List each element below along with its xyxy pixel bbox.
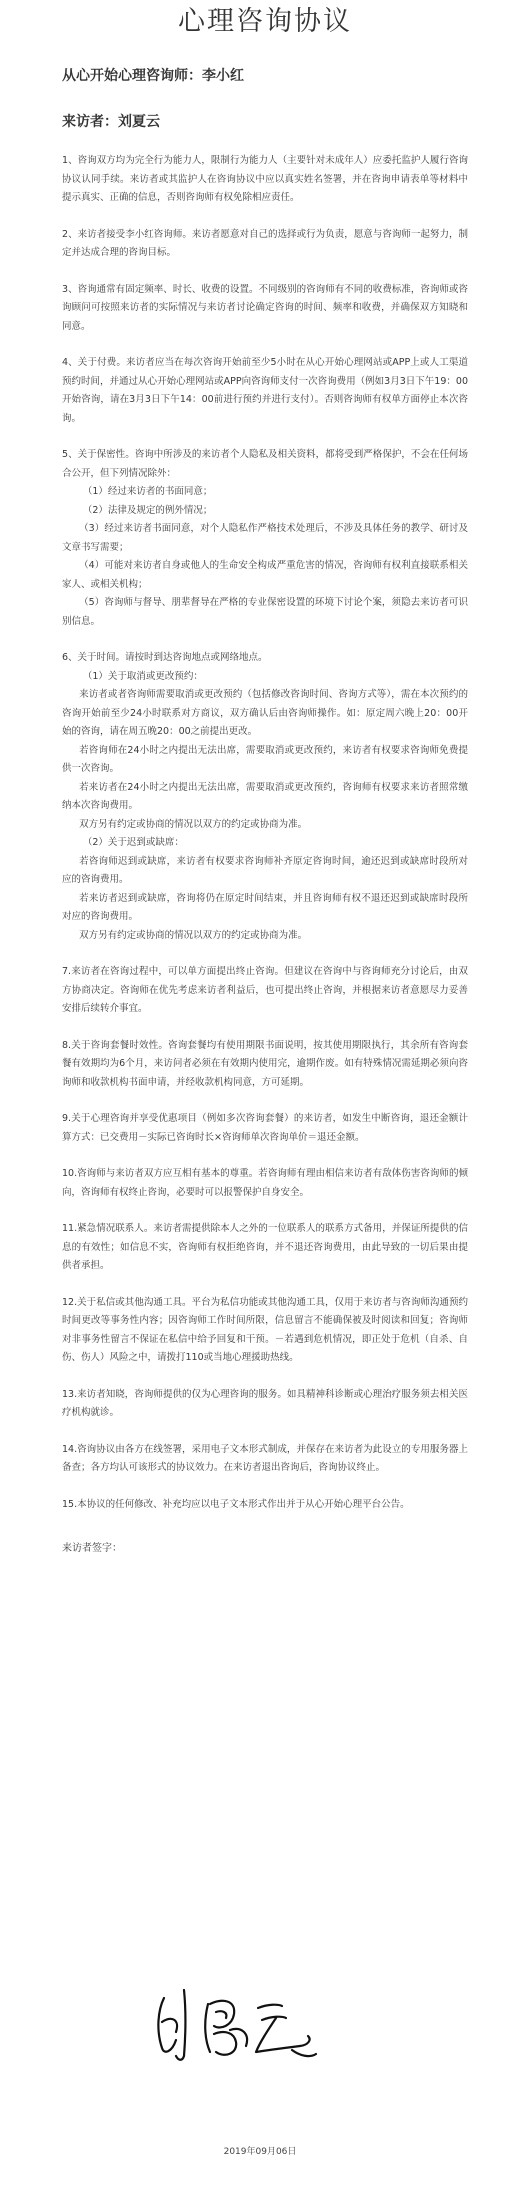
clause-text: 13.来访者知晓，咨询师提供的仅为心理咨询的服务。如具精神科诊断或心理治疗服务须去相关医疗机构就诊。 <box>62 1388 468 1418</box>
visitor-line: 来访者：刘夏云 <box>62 114 160 130</box>
clause-2 <box>62 226 468 263</box>
clause-3 <box>62 281 468 337</box>
sub-item: （4）可能对来访者自身或他人的生命安全构成严重危害的情况，咨询师有权利直接联系相关家人、或相关机构； <box>62 560 468 590</box>
sub-item: （5）咨询师与督导、朋辈督导在严格的专业保密设置的环境下讨论个案，须隐去来访者可识别信息。 <box>62 597 468 627</box>
clause-12 <box>62 1294 468 1368</box>
sub-heading: （2）关于迟到或缺席： <box>82 837 184 848</box>
clause-8 <box>62 1037 468 1093</box>
clause-text: 5、关于保密性。咨询中所涉及的来访者个人隐私及相关资料，都将受到严格保护，不会在任何场合公开，但下列情况除外： <box>62 449 468 479</box>
clause-13 <box>62 1386 468 1423</box>
sub-item: 双方另有约定或协商的情况以双方的约定或协商为准。 <box>79 818 308 830</box>
clause-text: 1、咨询双方均为完全行为能力人，限制行为能力人（主要针对未成年人）应委托监护人履行咨询协议认同手续。来访者或其监护人在咨询协议中应以真实姓名签署，并在咨询申请表单等材料中提示真实、正确的信息，否则咨询师有权免除相应责任。 <box>62 155 468 203</box>
clause-text: 6、关于时间。请按时到达咨询地点或网络地点。 <box>62 652 268 663</box>
clause-10 <box>62 1165 468 1202</box>
clause-15 <box>62 1496 468 1515</box>
page-title: 心理咨询协议 <box>178 6 352 37</box>
sub-item: 若咨询师在24小时之内提出无法出席，需要取消或更改预约，来访者有权要求咨询师免费提供一次咨询。 <box>62 744 468 774</box>
clause-text: 10.咨询师与来访者双方应互相有基本的尊重。若咨询师有理由相信来访者有敌体伤害咨询师的倾向，咨询师有权终止咨询，必要时可以报警保护自身安全。 <box>62 1168 468 1198</box>
clause-5 <box>62 446 468 631</box>
sub-item: 来访者或者咨询师需要取消或更改预约（包括修改咨询时间、咨询方式等），需在本次预约的咨询开始前至少24小时联系对方商议，双方确认后由咨询师操作。如：原定周六晚上20：00开始的咨询，请在周五晚20：00之前提出更改。 <box>62 689 468 737</box>
sub-item: 若来访者在24小时之内提出无法出席，需要取消或更改预约，咨询师有权要求来访者照常缴纳本次咨询费用。 <box>62 781 468 811</box>
clause-text: 12.关于私信或其他沟通工具。平台为私信功能或其他沟通工具，仅用于来访者与咨询师沟通预约时间更改等事务性内容；因咨询师工作时间所限，信息留言不能确保被及时阅读和回复；咨询师对非事务性留言不保证在私信中给予回复和干预。－若遇到危机情况，即正处于危机（自杀、自伤、伤人）风险之中，请拨打110或当地心理援助热线。 <box>62 1296 468 1363</box>
clause-1 <box>62 152 468 208</box>
clause-text: 4、关于付费。来访者应当在每次咨询开始前至少5小时在从心开始心理网站或APP上或人工渠道预约时间，并通过从心开始心理网站或APP向咨询师支付一次咨询费用（例如3月3日下午19：00开始咨询，请在3月3日下午14：00前进行预约并进行支付）。否则咨询师有权单方面停止本次咨询。 <box>62 357 468 424</box>
sub-item: 双方另有约定或协商的情况以双方的约定或协商为准。 <box>79 929 308 941</box>
counselor-line: 从心开始心理咨询师：李小红 <box>62 68 244 84</box>
clause-text: 14.咨询协议由各方在线签署，采用电子文本形式制成，并保存在来访者为此设立的专用服务器上备查；各方均认可该形式的协议效力。在来访者退出咨询后，咨询协议终止。 <box>62 1443 468 1473</box>
clause-14 <box>62 1441 468 1478</box>
handwritten-signature <box>150 1960 320 2070</box>
sub-item: （3）经过来访者书面同意，对个人隐私作严格技术处理后，不涉及具体任务的教学、研讨及文章书写需要； <box>62 523 468 553</box>
clause-text: 15.本协议的任何修改、补充均应以电子文本形式作出并于从心开始心理平台公告。 <box>62 1498 410 1510</box>
clause-6 <box>62 649 468 945</box>
clause-4 <box>62 354 468 428</box>
clause-text: 9.关于心理咨询并享受优惠项目（例如多次咨询套餐）的来访者，如发生中断咨询，退还金额计算方式：已交费用－实际已咨询时长×咨询师单次咨询单价＝退还金额。 <box>62 1113 468 1143</box>
sub-item: 若咨询师迟到或缺席，来访者有权要求咨询师补齐原定咨询时间，逾还迟到或缺席时段所对应的咨询费用。 <box>62 855 468 885</box>
clause-text: 3、咨询通常有固定频率、时长、收费的设置。不同级别的咨询师有不同的收费标准，咨询师或咨询顾问可按照来访者的实际情况与来访者讨论确定咨询的时间、频率和收费，并确保双方知晓和同意。 <box>62 283 468 332</box>
sub-item: （2）法律及规定的例外情况； <box>82 504 213 516</box>
clause-9 <box>62 1110 468 1147</box>
clause-text: 2、来访者接受李小红咨询师。来访者愿意对自己的选择或行为负责，愿意与咨询师一起努力，制定并达成合理的咨询目标。 <box>62 228 468 258</box>
signature-label: 来访者签字： <box>62 1543 122 1554</box>
clause-7 <box>62 963 468 1019</box>
sub-item: （1）经过来访者的书面同意； <box>82 486 213 497</box>
clause-text: 11.紧急情况联系人。来访者需提供除本人之外的一位联系人的联系方式备用，并保证所提供的信息的有效性；如信息不实，咨询师有权拒绝咨询，并不退还咨询费用，由此导致的一切后果由提供者承担。 <box>62 1223 468 1271</box>
clause-text: 8.关于咨询套餐时效性。咨询套餐均有使用期限书面说明，按其使用期限执行，其余所有咨询套餐有效期均为6个月，来访问者必须在有效期内使用完，逾期作废。如有特殊情况需延期必须向咨询师和收款机构书面申请，并经收款机构同意，方可延期。 <box>62 1039 468 1088</box>
sub-heading: （1）关于取消或更改预约： <box>82 670 203 682</box>
clause-list <box>62 152 468 1514</box>
clause-text: 7.来访者在咨询过程中，可以单方面提出终止咨询。但建议在咨询中与咨询师充分讨论后，由双方协商决定。咨询师在优先考虑来访者利益后，也可提出终止咨询，并根据来访者意愿尽力妥善安排后续转介事宜。 <box>62 966 468 1014</box>
sub-item: 若来访者迟到或缺席，咨询将仍在原定时间结束，并且咨询师有权不退还迟到或缺席时段所对应的咨询费用。 <box>62 892 468 922</box>
clause-11 <box>62 1220 468 1276</box>
signature-date: 2019年09月06日 <box>223 2147 297 2157</box>
